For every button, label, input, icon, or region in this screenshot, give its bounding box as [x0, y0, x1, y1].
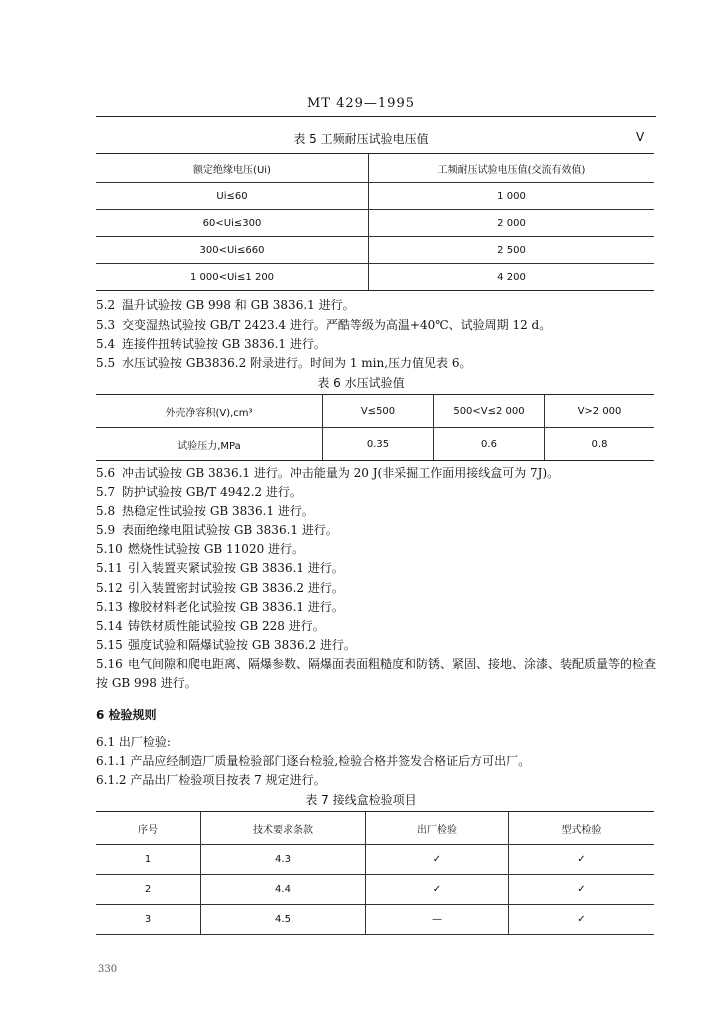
table7-cell: 4.3	[201, 845, 366, 875]
table5-unit: V	[636, 130, 645, 144]
table-row	[96, 264, 654, 291]
table7-header-cell: 技术要求条款	[201, 812, 366, 845]
clause-5-14: 5.14 铸铁材质性能试验按 GB 228 进行。	[96, 619, 325, 633]
clause-5-9: 5.9 表面绝缘电阻试验按 GB 3836.1 进行。	[96, 523, 338, 537]
table5-header-cell: 额定绝缘电压(Ui)	[96, 154, 369, 183]
page-number: 330	[98, 964, 118, 975]
table6-caption: 表 6 水压试验值	[317, 376, 405, 390]
table-row	[96, 905, 654, 935]
check-icon: ✓	[509, 845, 655, 875]
table6-cell: 0.8	[545, 428, 655, 461]
table-row	[96, 875, 654, 905]
table7-header-cell: 型式检验	[509, 812, 655, 845]
check-icon: ✓	[509, 905, 655, 935]
clause-5-2: 5.2 温升试验按 GB 998 和 GB 3836.1 进行。	[96, 298, 355, 312]
dash-mark: —	[366, 905, 509, 935]
table7-cell: 2	[96, 875, 201, 905]
table7-header-cell: 出厂检验	[366, 812, 509, 845]
clause-5-11: 5.11 引入装置夹紧试验按 GB 3836.1 进行。	[96, 561, 344, 575]
table7-caption: 表 7 接线盒检验项目	[305, 793, 417, 807]
clause-6-1: 6.1 出厂检验:	[96, 735, 171, 749]
table5-cell: 1 000	[369, 183, 655, 210]
table6-cell: 试验压力,MPa	[96, 428, 323, 461]
check-icon: ✓	[366, 845, 509, 875]
table7-cell: 1	[96, 845, 201, 875]
check-icon: ✓	[366, 875, 509, 905]
table6-cell: 0.35	[323, 428, 434, 461]
clause-5-15: 5.15 强度试验和隔爆试验按 GB 3836.2 进行。	[96, 638, 356, 652]
table-row	[96, 210, 654, 237]
document-header: MT 429—1995	[306, 96, 415, 111]
table5-cell: Ui≤60	[96, 183, 369, 210]
table-row	[96, 154, 654, 183]
table-row	[96, 183, 654, 210]
table-row	[96, 812, 654, 845]
clause-5-7: 5.7 防护试验按 GB/T 4942.2 进行。	[96, 485, 302, 499]
clause-6-1-1: 6.1.1 产品应经制造厂质量检验部门逐台检验,检验合格并签发合格证后方可出厂。	[96, 754, 531, 768]
table6-cell: V>2 000	[545, 395, 655, 428]
table7	[96, 811, 654, 935]
clause-5-6: 5.6 冲击试验按 GB 3836.1 进行。冲击能量为 20 J(非采掘工作面用接线盒可为 7J)。	[96, 466, 560, 480]
table5-header-cell: 工频耐压试验电压值(交流有效值)	[369, 154, 655, 183]
table7-cell: 3	[96, 905, 201, 935]
table5-cell: 1 000<Ui≤1 200	[96, 264, 369, 291]
table5	[96, 153, 654, 291]
table7-cell: 4.5	[201, 905, 366, 935]
clause-5-10: 5.10 燃烧性试验按 GB 11020 进行。	[96, 542, 305, 556]
table-row	[96, 395, 654, 428]
table6-cell: 500<V≤2 000	[434, 395, 545, 428]
table5-cell: 300<Ui≤660	[96, 237, 369, 264]
clause-5-13: 5.13 橡胶材料老化试验按 GB 3836.1 进行。	[96, 600, 344, 614]
header-rule	[96, 116, 656, 117]
table6-cell: 外壳净容积(V),cm³	[96, 395, 323, 428]
section-6-heading: 6 检验规则	[96, 708, 157, 722]
table-row	[96, 428, 654, 461]
table5-caption: 表 5 工频耐压试验电压值	[293, 132, 429, 146]
clause-5-4: 5.4 连接件扭转试验按 GB 3836.1 进行。	[96, 337, 326, 351]
clause-5-12: 5.12 引入装置密封试验按 GB 3836.2 进行。	[96, 581, 344, 595]
table-row	[96, 845, 654, 875]
table5-cell: 2 500	[369, 237, 655, 264]
table6-cell: 0.6	[434, 428, 545, 461]
table7-header-cell: 序号	[96, 812, 201, 845]
clause-6-1-2: 6.1.2 产品出厂检验项目按表 7 规定进行。	[96, 773, 326, 787]
table5-cell: 4 200	[369, 264, 655, 291]
table5-cell: 2 000	[369, 210, 655, 237]
table6	[96, 394, 654, 461]
clause-5-5: 5.5 水压试验按 GB3836.2 附录进行。时间为 1 min,压力值见表 6。	[96, 356, 472, 370]
clause-5-3: 5.3 交变湿热试验按 GB/T 2423.4 进行。严酷等级为高温+40℃、试验周期 12 d。	[96, 318, 552, 332]
table7-cell: 4.4	[201, 875, 366, 905]
table-row	[96, 237, 654, 264]
table6-cell: V≤500	[323, 395, 434, 428]
table5-cell: 60<Ui≤300	[96, 210, 369, 237]
check-icon: ✓	[509, 875, 655, 905]
clause-5-8: 5.8 热稳定性试验按 GB 3836.1 进行。	[96, 504, 314, 518]
clause-5-16: 5.16 电气间隙和爬电距离、隔爆参数、隔爆面表面粗糙度和防锈、紧固、接地、涂漆、装配质量等的检查按 GB 998 进行。	[96, 657, 657, 690]
